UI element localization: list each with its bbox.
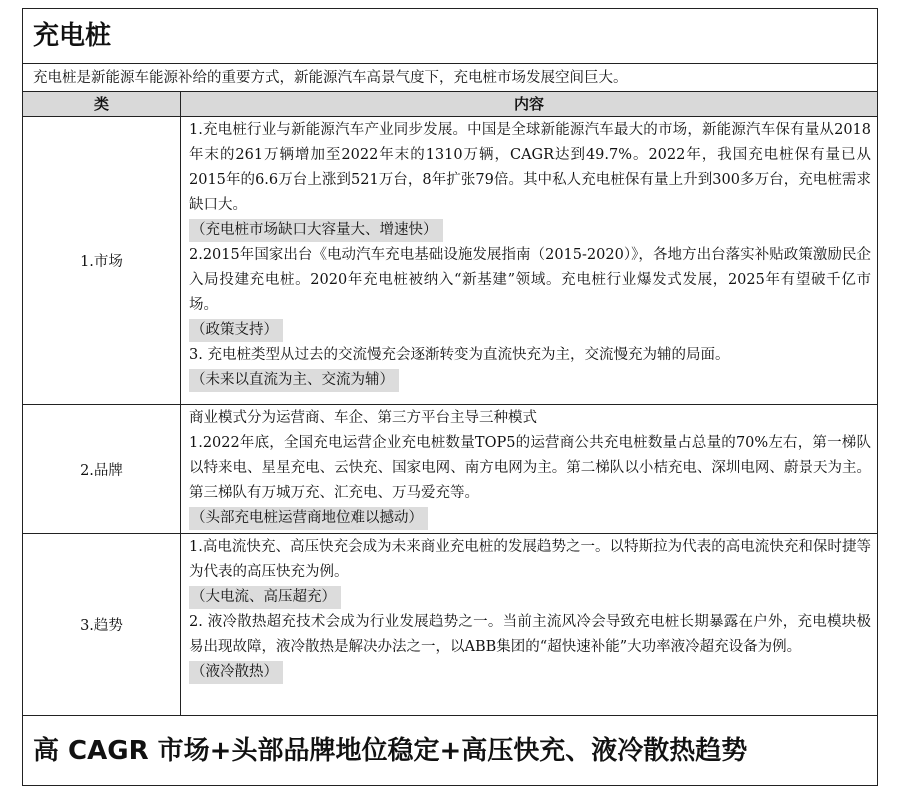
content-paragraph: 2.2015年国家出台《电动汽车充电基础设施发展指南（2015-2020）》，各地方出台落实补贴政策激励民企入局投建充电桩。2020年充电桩被纳入“新基建”领域。充电桩行业爆发式发展，2025年有望破千亿市场。	[189, 247, 871, 313]
document-title: 充电桩	[23, 9, 877, 64]
content-paragraph: 1.充电桩行业与新能源汽车产业同步发展。中国是全球新能源汽车最大的市场，新能源汽车保有量从2018年末的261万辆增加至2022年末的1310万辆，CAGR达到49.7%。2022年，我国充电桩保有量已从2015年的6.6万台上涨到521万台，8年扩张79倍。其中私人充电桩保有量上升到300多万台，充电桩需求缺口大。	[189, 122, 871, 213]
intro-text: 充电桩是新能源车能源补给的重要方式，新能源汽车高景气度下，充电桩市场发展空间巨大。	[23, 64, 877, 92]
row-category-trend: 3.趋势	[23, 534, 181, 716]
highlight-tag: （大电流、高压超充）	[189, 586, 341, 609]
header-content: 内容	[181, 92, 877, 117]
header-category: 类	[23, 92, 181, 117]
content-paragraph: 1.2022年底，全国充电运营企业充电桩数量TOP5的运营商公共充电桩数量占总量的70%左右，第一梯队以特来电、星星充电、云快充、国家电网、南方电网为主。第二梯队以小桔充电、深圳电网、蔚景天为主。第三梯队有万城万充、汇充电、万马爱充等。	[189, 435, 871, 501]
row-category-market: 1.市场	[23, 117, 181, 405]
content-paragraph: 2. 液冷散热超充技术会成为行业发展趋势之一。当前主流风冷会导致充电桩长期暴露在户外，充电模块极易出现故障，液冷散热是解决办法之一，以ABB集团的“超快速补能”大功率液冷超充设备为例。	[189, 614, 871, 655]
content-paragraph: 3. 充电桩类型从过去的交流慢充会逐渐转变为直流快充为主，交流慢充为辅的局面。	[189, 347, 730, 363]
highlight-tag: （未来以直流为主、交流为辅）	[189, 369, 399, 392]
content-paragraph: 商业模式分为运营商、车企、第三方平台主导三种模式	[189, 410, 537, 426]
row-category-brand: 2.品牌	[23, 405, 181, 534]
highlight-tag: （液冷散热）	[189, 661, 283, 684]
summary-footer: 高 CAGR 市场+头部品牌地位稳定+高压快充、液冷散热趋势	[33, 736, 748, 766]
highlight-tag: （政策支持）	[189, 319, 283, 342]
row-content-trend	[181, 534, 877, 716]
content-table	[23, 92, 877, 716]
row-content-brand	[181, 405, 877, 534]
highlight-tag: （充电桩市场缺口大容量大、增速快）	[189, 219, 443, 242]
row-content-market	[181, 117, 877, 405]
document-table	[22, 8, 878, 786]
content-paragraph: 1.高电流快充、高压快充会成为未来商业充电桩的发展趋势之一。以特斯拉为代表的高电流快充和保时捷等为代表的高压快充为例。	[189, 539, 871, 580]
highlight-tag: （头部充电桩运营商地位难以撼动）	[189, 507, 428, 530]
